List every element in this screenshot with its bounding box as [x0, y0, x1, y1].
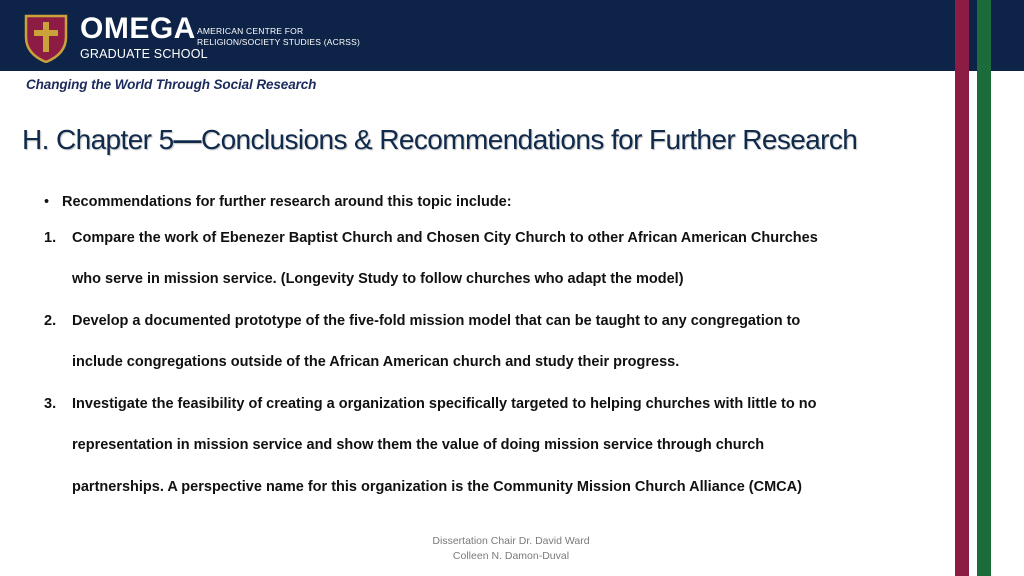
item-line: Investigate the feasibility of creating a organization specifically targeted to helping churches with little to no: [72, 396, 817, 412]
acrss-label: [197, 26, 360, 48]
acrss-line-1: AMERICAN CENTRE FOR: [197, 26, 304, 36]
footer-chair: Dissertation Chair Dr. David Ward: [432, 535, 590, 547]
item-line: Develop a documented prototype of the five-fold mission model that can be taught to any congregation to: [72, 313, 801, 329]
acrss-line-2: RELIGION/SOCIETY STUDIES (ACRSS): [197, 37, 361, 47]
item-line: representation in mission service and show them the value of doing mission service through church: [72, 437, 765, 453]
brand-school: GRADUATE SCHOOL: [80, 47, 208, 61]
item-number: 2.: [44, 313, 57, 329]
item-line: Compare the work of Ebenezer Baptist Church and Chosen City Church to other African American Churches: [72, 230, 818, 246]
item-line: partnerships. A perspective name for this organization is the Community Mission Church Alliance (CMCA): [72, 479, 802, 495]
item-line: who serve in mission service. (Longevity Study to follow churches who adapt the model): [72, 271, 684, 287]
slide-title: [22, 124, 857, 156]
green-accent-bar: [977, 0, 991, 576]
title-dash: —: [173, 124, 201, 155]
maroon-accent-bar: [955, 0, 969, 576]
shield-cross-icon: [22, 13, 70, 63]
header-band: [0, 0, 1024, 71]
footer: [386, 534, 636, 564]
brand-name: OMEGA: [80, 12, 196, 45]
footer-author: Colleen N. Damon-Duval: [452, 550, 570, 562]
intro-text: Recommendations for further research around this topic include:: [62, 194, 512, 210]
tagline: Changing the World Through Social Research: [26, 77, 317, 92]
title-left: H. Chapter 5: [22, 124, 174, 155]
item-line: include congregations outside of the African American church and study their progress.: [72, 354, 680, 370]
item-number: 1.: [44, 230, 57, 246]
bullet-icon: •: [44, 194, 50, 210]
intro-bullet: [44, 194, 512, 210]
title-right: Conclusions & Recommendations for Further Research: [200, 124, 858, 155]
item-number: 3.: [44, 396, 57, 412]
